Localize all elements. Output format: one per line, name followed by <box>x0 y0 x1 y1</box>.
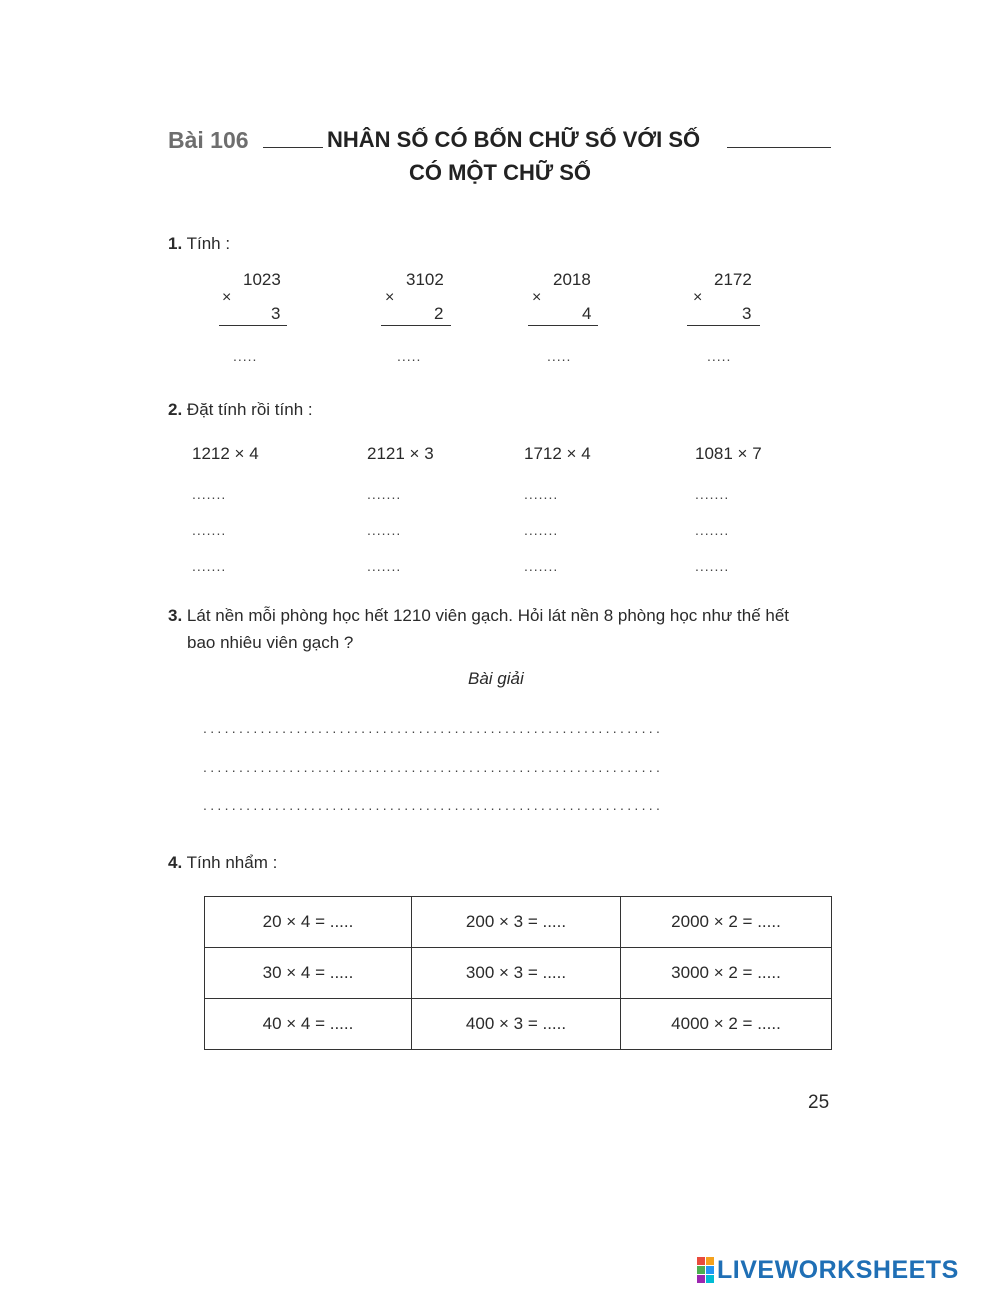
q1-bottom-number: 3 <box>271 304 281 323</box>
logo-blocks-icon <box>697 1257 714 1283</box>
q1-bottom-number: 3 <box>742 304 752 323</box>
solution-line[interactable]: ................................................................ <box>203 720 664 736</box>
multiply-sign: × <box>222 289 232 306</box>
table-cell[interactable]: 4000 × 2 = ..... <box>621 999 832 1050</box>
q2-blank[interactable]: ....... <box>367 522 402 538</box>
q1-answer-blank[interactable]: ..... <box>707 348 732 364</box>
q1-underline <box>528 325 598 326</box>
q1-number: 1. <box>168 234 183 253</box>
page-title-line2: CÓ MỘT CHỮ SỐ <box>408 160 592 185</box>
solution-line[interactable]: ................................................................ <box>203 759 664 775</box>
q1-label: Tính : <box>186 234 231 253</box>
page-title: NHÂN SỐ CÓ BỐN CHỮ SỐ VỚI SỐ <box>327 127 701 152</box>
q2-blank[interactable]: ....... <box>192 558 227 574</box>
q2-blank[interactable]: ....... <box>524 486 559 502</box>
multiply-sign: × <box>532 289 542 306</box>
table-row <box>205 948 832 999</box>
q1-top-number: 2018 <box>553 270 591 289</box>
q3-text-line2: bao nhiêu viên gạch ? <box>187 633 354 652</box>
q1-top-number: 1023 <box>243 270 281 289</box>
table-cell[interactable]: 20 × 4 = ..... <box>205 897 412 948</box>
q2-blank[interactable]: ....... <box>367 558 402 574</box>
table-row <box>205 897 832 948</box>
q4-heading <box>168 853 277 873</box>
q2-blank[interactable]: ....... <box>192 522 227 538</box>
q2-problem: 1712 × 4 <box>524 444 591 463</box>
table-cell[interactable]: 30 × 4 = ..... <box>205 948 412 999</box>
q2-problem: 2121 × 3 <box>367 444 434 463</box>
table-cell[interactable]: 2000 × 2 = ..... <box>621 897 832 948</box>
table-row <box>205 999 832 1050</box>
table-cell[interactable]: 200 × 3 = ..... <box>412 897 621 948</box>
q2-blank[interactable]: ....... <box>695 558 730 574</box>
multiply-sign: × <box>693 289 703 306</box>
q2-blank[interactable]: ....... <box>695 486 730 502</box>
q2-blank[interactable]: ....... <box>524 522 559 538</box>
q1-answer-blank[interactable]: ..... <box>397 348 422 364</box>
title-rule-left <box>263 147 323 148</box>
q2-number: 2. <box>168 400 183 419</box>
liveworksheets-logo[interactable] <box>697 1256 959 1284</box>
q1-bottom-number: 4 <box>582 304 592 323</box>
solution-label: Bài giải <box>468 669 524 688</box>
table-cell[interactable]: 400 × 3 = ..... <box>412 999 621 1050</box>
q2-blank[interactable]: ....... <box>192 486 227 502</box>
title-rule-right <box>727 147 831 148</box>
q1-top-number: 3102 <box>406 270 444 289</box>
q2-heading <box>168 400 313 420</box>
q1-underline <box>687 325 760 326</box>
q1-bottom-number: 2 <box>434 304 444 323</box>
q1-top-number: 2172 <box>714 270 752 289</box>
q2-blank[interactable]: ....... <box>367 486 402 502</box>
q3-text: Lát nền mỗi phòng học hết 1210 viên gạch. Hỏi lát nền 8 phòng học như thế hết <box>186 606 790 625</box>
q4-number: 4. <box>168 853 183 872</box>
q3-text-line1 <box>168 606 789 626</box>
table-cell[interactable]: 40 × 4 = ..... <box>205 999 412 1050</box>
q2-problem: 1081 × 7 <box>695 444 762 463</box>
lesson-number: Bài 106 <box>168 127 249 153</box>
q1-heading <box>168 234 230 254</box>
mental-math-table <box>204 896 832 1050</box>
q1-answer-blank[interactable]: ..... <box>547 348 572 364</box>
solution-line[interactable]: ................................................................ <box>203 797 664 813</box>
q3-number: 3. <box>168 606 183 625</box>
multiply-sign: × <box>385 289 395 306</box>
page-number: 25 <box>808 1092 830 1113</box>
q2-label: Đặt tính rồi tính : <box>186 400 313 419</box>
q4-label: Tính nhẩm : <box>186 853 278 872</box>
table-cell[interactable]: 3000 × 2 = ..... <box>621 948 832 999</box>
logo-text: LIVEWORKSHEETS <box>717 1255 959 1284</box>
table-cell[interactable]: 300 × 3 = ..... <box>412 948 621 999</box>
q1-underline <box>381 325 451 326</box>
q2-blank[interactable]: ....... <box>524 558 559 574</box>
q2-problem: 1212 × 4 <box>192 444 259 463</box>
q2-blank[interactable]: ....... <box>695 522 730 538</box>
q1-answer-blank[interactable]: ..... <box>233 348 258 364</box>
q1-underline <box>219 325 287 326</box>
